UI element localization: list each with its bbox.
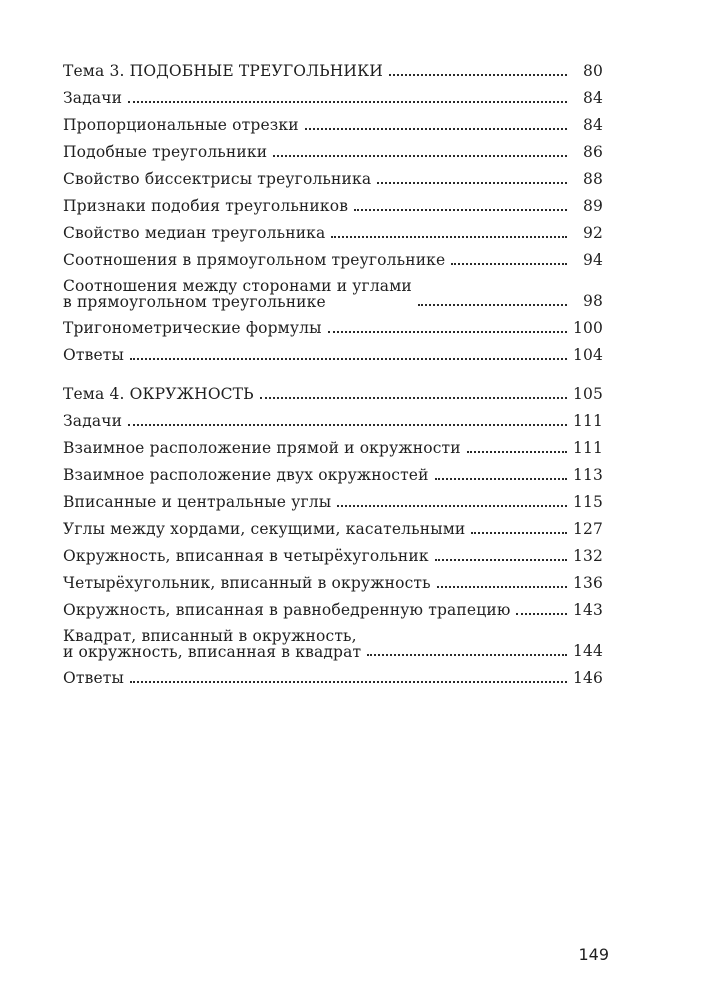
toc-entry[interactable] [63,439,603,457]
toc-entry[interactable] [63,89,603,107]
toc-entry-title: Пропорциональные отрезки [63,116,299,134]
toc-section-topic-3 [63,62,603,364]
toc-entry-page: 98 [582,292,603,310]
toc-entry-title-line-1: Соотношения между сторонами и углами [63,277,412,295]
toc-entry-topic-3-heading[interactable] [63,62,603,80]
toc-entry[interactable] [63,197,603,215]
dot-leader [331,236,567,238]
toc-entry-page: 146 [572,669,603,687]
toc-entry[interactable] [63,601,603,619]
toc-entry[interactable] [63,466,603,484]
dot-leader [328,331,567,333]
toc-entry[interactable] [63,170,603,188]
dot-leader [451,263,567,265]
toc-entry-title: Ответы [63,669,124,687]
toc-entry-page: 111 [572,439,603,457]
dot-leader [354,209,567,211]
toc-entry[interactable] [63,520,603,538]
toc-entry-topic-4-heading[interactable] [63,385,603,403]
toc-entry-title: Тема 3. ПОДОБНЫЕ ТРЕУГОЛЬНИКИ [63,62,383,80]
toc-entry-page: 113 [572,466,603,484]
toc-entry-title: Задачи [63,412,123,430]
toc-entry[interactable] [63,412,603,430]
toc-entry[interactable] [63,493,603,511]
toc-entry[interactable] [63,628,603,660]
toc-entry-title: Окружность, вписанная в равнобедренную трапецию [63,601,511,619]
toc-entry-page: 94 [582,251,603,269]
toc-entry-page: 86 [582,143,603,161]
toc-entry-page: 92 [582,224,603,242]
dot-leader [128,424,567,426]
toc-entry[interactable] [63,143,603,161]
toc-entry-title [63,628,361,660]
toc-entry-title: Окружность, вписанная в четырёхугольник [63,547,429,565]
toc-entry-page: 127 [572,520,603,538]
toc-entry-title-line-2: в прямоугольном треугольнике [63,293,326,311]
toc-entry-title: Взаимное расположение прямой и окружности [63,439,461,457]
toc-entry-title: Взаимное расположение двух окружностей [63,466,429,484]
toc-entry-page: 89 [582,197,603,215]
toc-entry[interactable] [63,346,603,364]
dot-leader [130,681,567,683]
dot-leader [471,532,567,534]
toc-entry-title: Задачи [63,89,123,107]
dot-leader [367,654,567,656]
toc-entry-page: 84 [582,89,603,107]
table-of-contents [63,62,603,696]
toc-entry[interactable] [63,251,603,269]
toc-entry-page: 84 [582,116,603,134]
toc-entry-page: 88 [582,170,603,188]
dot-leader [467,451,567,453]
dot-leader [273,155,567,157]
toc-entry-page: 136 [572,574,603,592]
dot-leader [516,613,566,615]
toc-entry-title: Тригонометрические формулы [63,319,322,337]
dot-leader [437,586,567,588]
toc-entry-title: Свойство биссектрисы треугольника [63,170,372,188]
dot-leader [337,505,567,507]
toc-entry-page: 115 [572,493,603,511]
toc-entry-page: 100 [572,319,603,337]
toc-entry[interactable] [63,319,603,337]
toc-entry-title-line-1: Квадрат, вписанный в окружность, [63,627,357,645]
toc-entry-page: 104 [572,346,603,364]
toc-entry-title: Четырёхугольник, вписанный в окружность [63,574,431,592]
dot-leader [128,101,567,103]
toc-entry-title: Тема 4. ОКРУЖНОСТЬ [63,385,254,403]
dot-leader [305,128,567,130]
toc-entry-title [63,278,412,310]
toc-entry[interactable] [63,278,603,310]
toc-entry[interactable] [63,547,603,565]
dot-leader [130,358,567,360]
toc-entry-page: 80 [582,62,603,80]
toc-entry-title: Ответы [63,346,124,364]
dot-leader [418,304,567,306]
toc-entry[interactable] [63,669,603,687]
toc-entry-page: 144 [572,642,603,660]
toc-entry-title: Подобные треугольники [63,143,268,161]
dot-leader [435,559,567,561]
dot-leader [389,74,567,76]
toc-entry-title: Вписанные и центральные углы [63,493,332,511]
toc-entry[interactable] [63,574,603,592]
toc-entry[interactable] [63,116,603,134]
dot-leader [377,182,567,184]
toc-entry-title: Углы между хордами, секущими, касательными [63,520,466,538]
toc-entry-title-line-2: и окружность, вписанная в квадрат [63,643,362,661]
toc-entry-title: Признаки подобия треугольников [63,197,349,215]
dot-leader [435,478,567,480]
toc-entry-title: Соотношения в прямоугольном треугольнике [63,251,446,269]
toc-entry-page: 105 [572,385,603,403]
toc-section-topic-4 [63,385,603,687]
dot-leader [260,397,567,399]
page-number: 149 [578,945,609,964]
toc-entry-title: Свойство медиан треугольника [63,224,326,242]
toc-entry-page: 111 [572,412,603,430]
toc-entry-page: 143 [572,601,603,619]
toc-entry[interactable] [63,224,603,242]
toc-entry-page: 132 [572,547,603,565]
